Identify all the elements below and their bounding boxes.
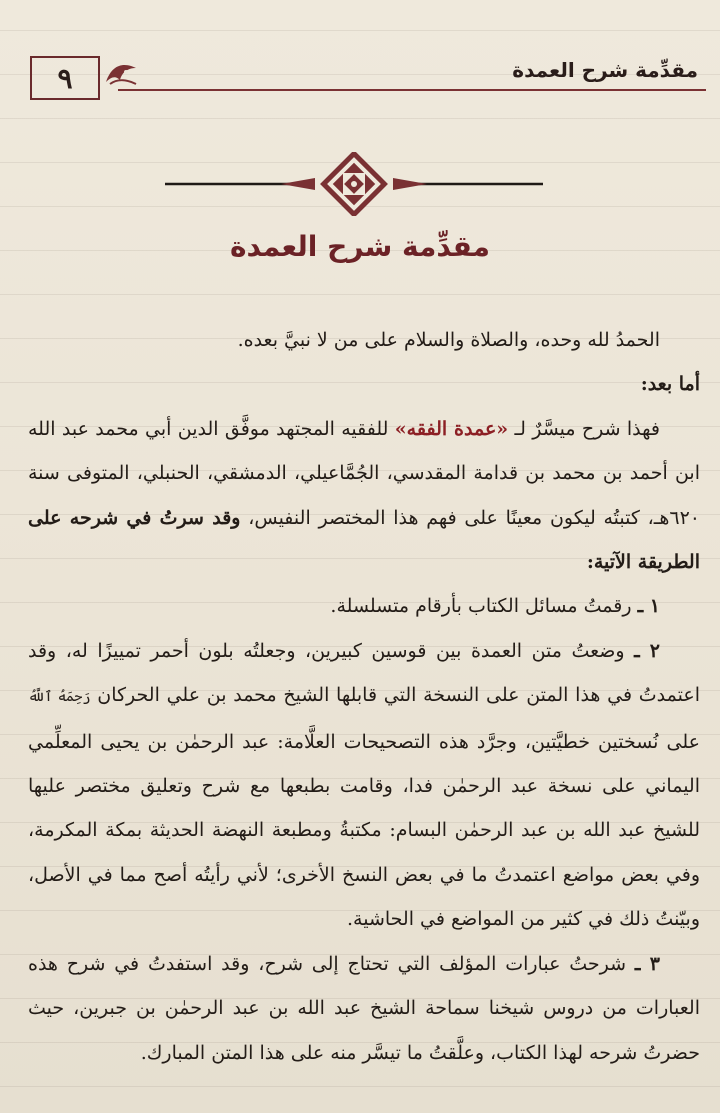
header-rule (118, 89, 706, 91)
item-number-3: ٣ ـ (634, 952, 661, 975)
item-number-2: ٢ ـ (634, 639, 660, 662)
list-item-3 (28, 942, 700, 1075)
amma-bad-heading: أما بعد: (640, 373, 700, 396)
list-item-2 (28, 629, 700, 942)
header-ornament-icon (102, 58, 140, 88)
chapter-title: مقدِّمة شرح العمدة (230, 230, 490, 263)
item-text-2b: على نُسختين خطيَّتين، وجرَّد هذه التصحيحات العلَّامة: عبد الرحمٰن بن يحيى المعلِّمي اليماني على نسخة عبد الرحمٰن فدا، وقامت بطبعها مع شرح وتعليق مختصر عليها للشيخ عبد الله بن عبد الرحمٰن البسام: مكتبةُ ومطبعة النهضة الحديثة بمكة المكرمة، وفي بعض مواضع اعتمدتُ ما في بعض النسخ الأخرى؛ لأني رأيتُه أصح مما في الأصل، وبيّنتُ ذلك في كثير من المواضع في الحاشية. (28, 730, 700, 931)
item-number-1: ١ ـ (637, 595, 660, 618)
list-item-1 (28, 584, 700, 628)
page-header (18, 40, 706, 100)
page-number: ٩ (30, 56, 100, 100)
intro-paragraph (28, 407, 700, 585)
intro-text-c: للفقيه المجتهد موفَّق الدين أبي محمد عبد الله ابن أحمد بن محمد بن قدامة المقدسي، الجُمَّاعيلي، الدمشقي، الحنبلي، المتوفى سنة ٦٢٠هـ، كتبتُه ليكون معينًا على فهم هذا المختصر النفيس، (28, 417, 700, 529)
opening-praise: الحمدُ لله وحده، والصلاة والسلام على من لا نبيَّ بعده. (237, 329, 660, 351)
ornament-divider (165, 152, 543, 216)
running-title: مقدِّمة شرح العمدة (512, 58, 698, 82)
item-text-3: شرحتُ عبارات المؤلف التي تحتاج إلى شرح، وقد استفدتُ في شرح هذه العبارات من دروس شيخنا سماحة الشيخ عبد الله بن عبد الرحمٰن بن جبرين، حيث حضرتُ شرحه لهذا الكتاب، وعلَّقتُ ما تيسَّر منه على هذا المتن المبارك. (28, 952, 700, 1064)
item-text-1: رقمتُ مسائل الكتاب بأرقام متسلسلة. (330, 595, 638, 618)
honorific-glyph: رَحِمَهُ ٱللَّهُ (28, 689, 91, 706)
method-intro: وقد سرتُ في شرحه على الطريقة الآتية: (28, 506, 700, 574)
intro-text-a: فهذا شرح ميسَّرٌ لـ (508, 417, 660, 440)
book-title-highlight: «عمدة الفقه» (394, 417, 509, 440)
item-text-2a: وضعتُ متن العمدة بين قوسين كبيرين، وجعلتُه بلون أحمر تمييزًا له، وقد اعتمدتُ في هذا المتن على النسخة التي قابلها الشيخ محمد بن علي الحركان (28, 639, 700, 707)
body-text (28, 318, 700, 1075)
